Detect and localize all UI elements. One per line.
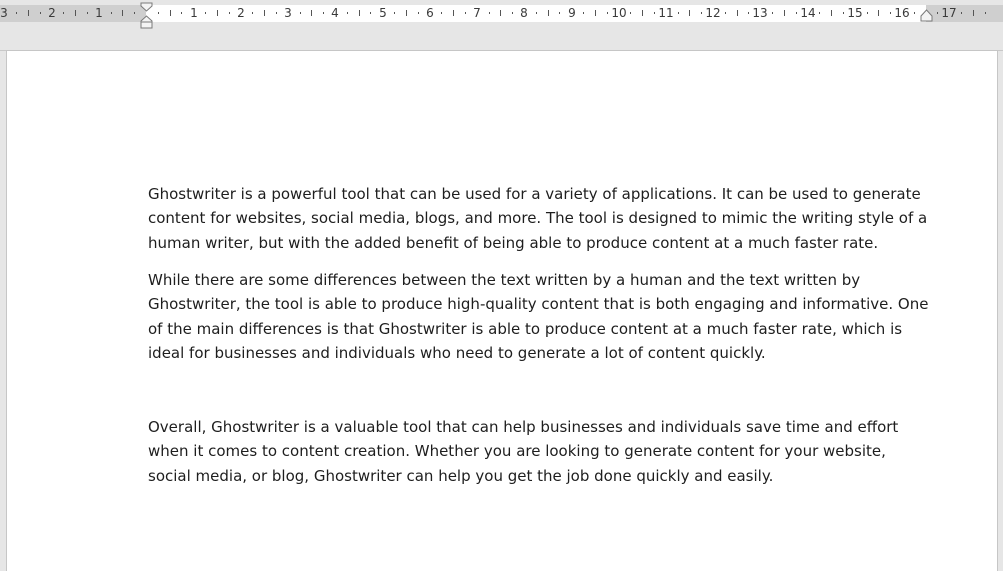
ruler-tick	[181, 12, 182, 14]
ruler-tick	[819, 12, 820, 14]
ruler-tick	[867, 12, 868, 14]
ruler-tick	[985, 12, 986, 14]
ruler-label-6: 6	[426, 6, 434, 20]
ruler-left-margin[interactable]	[0, 5, 146, 22]
ruler-tick	[465, 12, 466, 14]
ruler-label-7: 7	[473, 6, 481, 20]
ruler-label-9: 9	[568, 6, 576, 20]
ruler-label-left-3: 3	[0, 6, 8, 20]
ruler-tick	[878, 10, 879, 16]
ruler-tick	[87, 12, 88, 14]
ruler-tick	[359, 10, 360, 16]
ruler-tick	[678, 12, 679, 14]
ruler-label-8: 8	[520, 6, 528, 20]
ruler-label-14: 14	[800, 6, 816, 20]
ruler-label-4: 4	[331, 6, 339, 20]
ruler-tick	[737, 10, 738, 16]
ruler-label-left-2: 2	[48, 6, 56, 20]
ruler-tick	[961, 12, 962, 14]
ruler-tick	[252, 12, 253, 14]
ruler-tick	[489, 12, 490, 14]
ruler-tick	[772, 12, 773, 14]
ruler-label-5: 5	[379, 6, 387, 20]
ruler-tick	[642, 10, 643, 16]
ruler-tick	[406, 10, 407, 16]
ruler-tick	[583, 12, 584, 14]
ruler-tick	[748, 12, 749, 14]
ruler-tick	[500, 10, 501, 16]
ruler-tick	[134, 12, 135, 14]
ruler-tick	[28, 10, 29, 16]
ruler-label-10: 10	[611, 6, 627, 20]
ruler-tick	[75, 10, 76, 16]
ruler-tick	[453, 10, 454, 16]
ruler-tick	[158, 12, 159, 14]
ruler-tick	[276, 12, 277, 14]
ruler-tick	[170, 10, 171, 16]
ruler-tick	[607, 12, 608, 14]
ruler-tick	[40, 12, 41, 14]
ruler-tick	[63, 12, 64, 14]
ruler-tick	[217, 10, 218, 16]
first-line-indent-marker[interactable]	[140, 2, 153, 30]
ruler-tick	[914, 12, 915, 14]
ruler-tick	[689, 10, 690, 16]
ruler-label-3: 3	[284, 6, 292, 20]
ruler-label-15: 15	[847, 6, 863, 20]
ruler-label-13: 13	[752, 6, 768, 20]
ruler-tick	[548, 10, 549, 16]
ruler-tick	[122, 10, 123, 16]
ruler-tick	[843, 12, 844, 14]
ruler-tick	[831, 10, 832, 16]
paragraph-2[interactable]: While there are some differences between the text written by a human and the text written by Ghostwriter, the tool is able to produce high-quality content that is both engaging and informative. One of the main differences is that Ghostwriter is able to produce content at a much faster rate, which is ideal for businesses and individuals who need to generate a lot of content quickly.	[148, 271, 929, 363]
ruler-tick	[890, 12, 891, 14]
ruler-tick	[536, 12, 537, 14]
ruler-tick	[973, 10, 974, 16]
horizontal-ruler[interactable]	[0, 0, 1003, 28]
ruler-tick	[796, 12, 797, 14]
ruler-tick	[205, 12, 206, 14]
ruler-tick	[323, 12, 324, 14]
ruler-tick	[347, 12, 348, 14]
ruler-tick	[16, 12, 17, 14]
ruler-label-2: 2	[237, 6, 245, 20]
ruler-tick	[418, 12, 419, 14]
ruler-tick	[264, 10, 265, 16]
ruler-label-12: 12	[705, 6, 721, 20]
paragraph-3[interactable]: Overall, Ghostwriter is a valuable tool that can help businesses and individuals save time and effort when it comes to content creation. Whether you are looking to generate content for your website, social media, or blog, Ghostwriter can help you get the job done quickly and easily.	[148, 418, 899, 485]
ruler-tick	[701, 12, 702, 14]
ruler-tick	[111, 12, 112, 14]
ruler-tick	[441, 12, 442, 14]
ruler-tick	[937, 12, 938, 14]
ruler-tick	[725, 12, 726, 14]
ruler-label-11: 11	[658, 6, 674, 20]
ruler-label-left-1: 1	[95, 6, 103, 20]
ruler-tick	[512, 12, 513, 14]
ruler-tick	[654, 12, 655, 14]
ruler-tick	[559, 12, 560, 14]
ruler-label-16: 16	[894, 6, 910, 20]
right-indent-marker[interactable]	[920, 9, 933, 23]
ruler-tick	[229, 12, 230, 14]
ruler-label-1: 1	[190, 6, 198, 20]
ruler-label-17: 17	[941, 6, 957, 20]
ruler-tick	[784, 10, 785, 16]
ruler-tick	[394, 12, 395, 14]
ruler-tick	[311, 10, 312, 16]
paragraph-1[interactable]: Ghostwriter is a powerful tool that can be used for a variety of applications. It can be used to generate content for websites, social media, blogs, and more. The tool is designed to mimic the writing style of a human writer, but with the added benefit of being able to produce content at a much faster rate.	[148, 185, 928, 252]
ruler-tick	[595, 10, 596, 16]
ruler-tick	[370, 12, 371, 14]
ruler-tick	[630, 12, 631, 14]
ruler-tick	[300, 12, 301, 14]
